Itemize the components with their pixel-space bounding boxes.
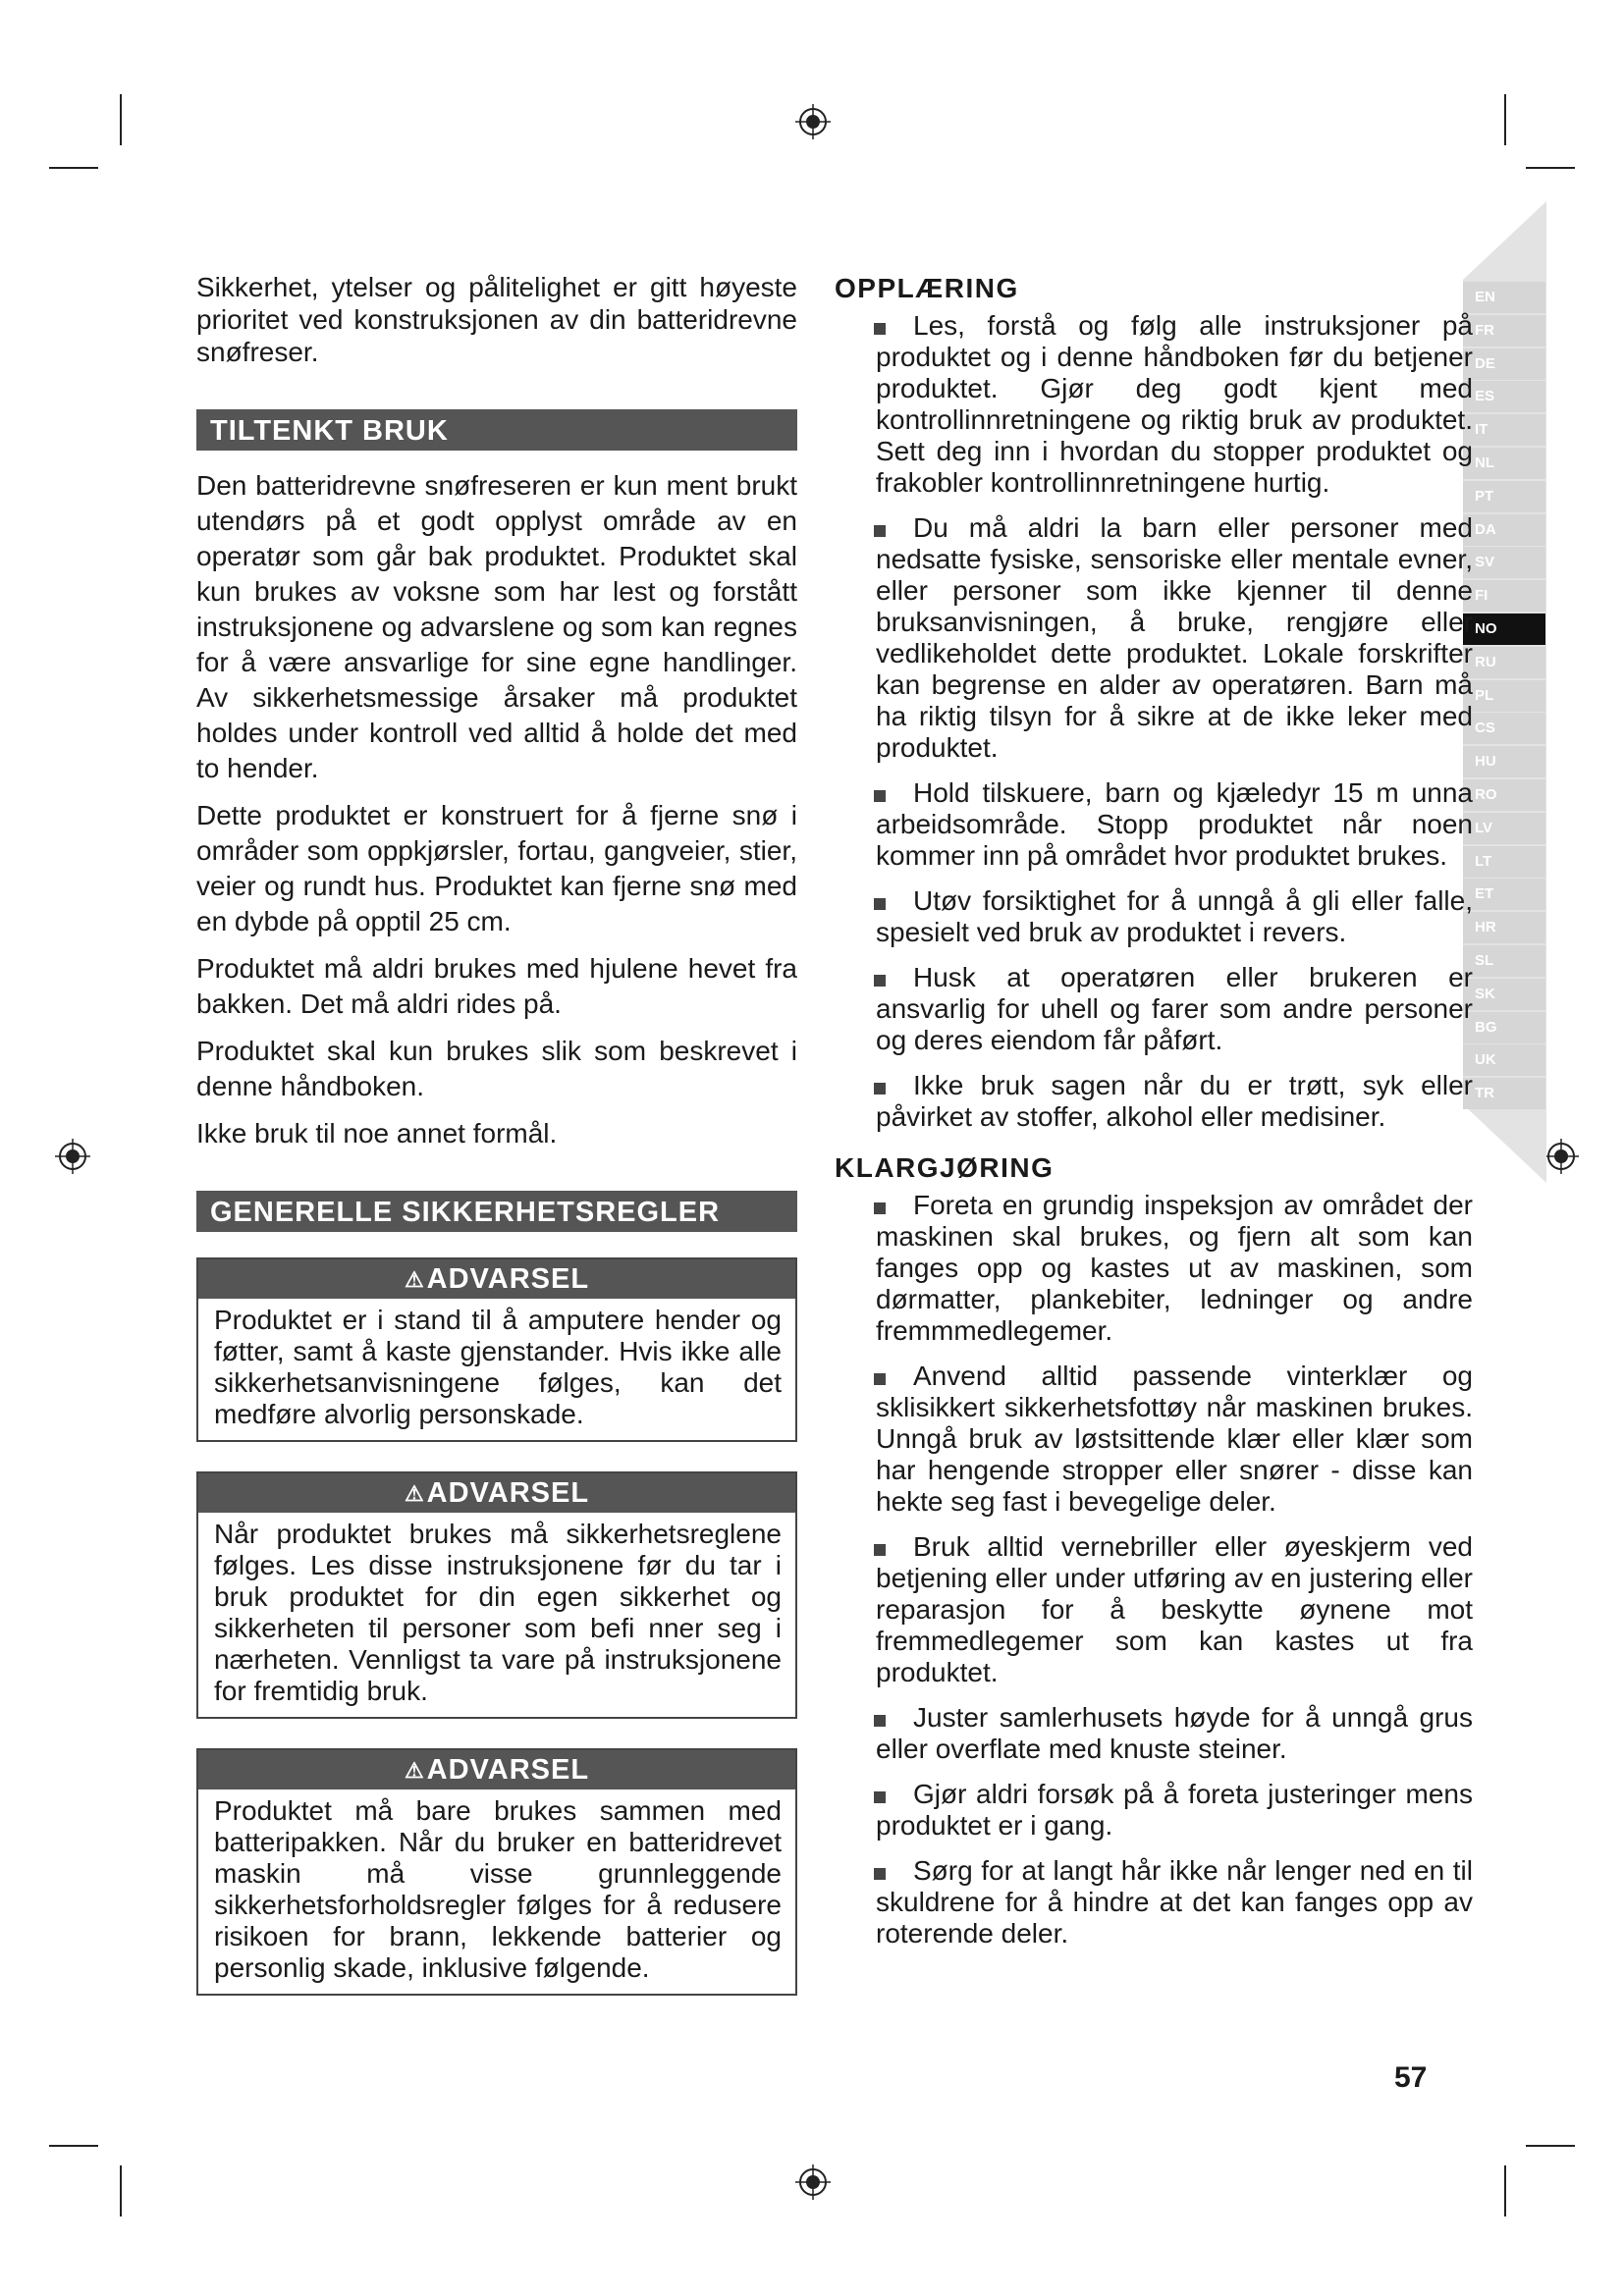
language-tab-en[interactable]: EN	[1463, 282, 1545, 313]
language-tab-uk[interactable]: UK	[1463, 1044, 1545, 1076]
bullet-icon	[874, 1202, 886, 1214]
warning-text: Produktet må bare brukes sammen med batteripakken. Når du bruker en batteridrevet maskin må visse grunnleggende sikkerhetsforholdsregler følges for å redusere risikoen for brann, lekkende batterier og personlig skade, inklusive følgende.	[214, 1795, 782, 1983]
warning-box	[196, 1257, 797, 1442]
intended-use-paragraph: Produktet skal kun brukes slik som beskrevet i denne håndboken.	[196, 1036, 797, 1101]
language-tab-no[interactable]: NO	[1463, 614, 1545, 645]
list-item-text: Gjør aldri forsøk på å foreta justeringer mens produktet er i gang.	[876, 1779, 1473, 1841]
language-tab-fi[interactable]: FI	[1463, 580, 1545, 612]
crop-mark-bl-h	[49, 2145, 98, 2147]
right-column	[835, 271, 1473, 1963]
language-tab-nl[interactable]: NL	[1463, 448, 1545, 479]
registration-mark-icon	[793, 102, 833, 141]
list-item	[835, 512, 1473, 764]
warning-box	[196, 1748, 797, 1996]
list-item	[835, 1855, 1473, 1949]
warning-text: Når produktet brukes må sikkerhetsreglene følges. Les disse instruksjonene før du tar i bruk produktet for din egen sikkerhet og sikkerheten til personer som befi nner seg i nærheten. Vennligst ta vare på instruksjonene for fremtidig bruk.	[214, 1519, 782, 1706]
crop-mark-tr-h	[1526, 167, 1575, 169]
list-item-text: Hold tilskuere, barn og kjæledyr 15 m unna arbeidsområde. Stopp produktet når noen kommer inn på området hvor produktet brukes.	[876, 777, 1473, 871]
crop-mark-tl-h	[49, 167, 98, 169]
registration-mark-icon	[793, 2163, 833, 2202]
list-item-text: Foreta en grundig inspeksjon av området der maskinen skal brukes, og fjern alt som kan fanges opp og kastes ut av maskinen, som dørmatter, plankebiter, ledninger og andre fremmmedlegemer.	[876, 1190, 1473, 1346]
list-item-text: Utøv forsiktighet for å unngå å gli eller falle, spesielt ved bruk av produktet i revers.	[876, 885, 1473, 947]
crop-mark-br-v	[1504, 2165, 1506, 2216]
registration-mark-icon	[53, 1137, 92, 1176]
warning-text: Produktet er i stand til å amputere hender og føtter, samt å kaste gjenstander. Hvis ikke alle sikkerhetsanvisningene følges, kan det medføre alvorlig personskade.	[214, 1305, 782, 1429]
language-tab-it[interactable]: IT	[1463, 414, 1545, 446]
list-item	[835, 310, 1473, 499]
language-tab-hu[interactable]: HU	[1463, 746, 1545, 777]
language-tab-lt[interactable]: LT	[1463, 846, 1545, 878]
list-item-text: Bruk alltid vernebriller eller øyeskjerm ved betjening eller under utføring av en justering eller reparasjon for å beskytte øynene mot fremmedlegemer som kan kastes ut fra produktet.	[876, 1531, 1473, 1687]
list-item-text: Sørg for at langt hår ikke når lenger ned en til skuldrene for å hindre at det kan fanges opp av roterende deler.	[876, 1855, 1473, 1949]
intended-use-paragraph: Den batteridrevne snøfreseren er kun ment brukt utendørs på et godt opplyst område av en operatør som går bak produktet. Produktet skal kun brukes av voksne som har lest og forstått instruksjonene og advarslene og som kan regnes for å være ansvarlige for sine egne handlinger. Av sikkerhetsmessige årsaker må produktet holdes under kontroll ved alltid å holde det med to hender.	[196, 470, 797, 783]
section-heading-preparation: KLARGJØRING	[835, 1152, 1055, 1183]
language-tab-sk[interactable]: SK	[1463, 979, 1545, 1010]
intro-paragraph: Sikkerhet, ytelser og pålitelighet er gitt høyeste prioritet ved konstruksjonen av din batteridrevne snøfreser.	[196, 272, 797, 367]
bullet-icon	[874, 525, 886, 537]
section-header-intended-use: TILTENKT BRUK	[196, 409, 797, 451]
language-tab-hr[interactable]: HR	[1463, 912, 1545, 943]
intended-use-paragraph: Produktet må aldri brukes med hjulene hevet fra bakken. Det må aldri rides på.	[196, 953, 797, 1019]
registration-mark-icon	[1542, 1137, 1581, 1176]
bullet-icon	[874, 1868, 886, 1880]
list-item-text: Les, forstå og følg alle instruksjoner på produktet og i denne håndboken før du betjener produktet. Gjør deg godt kjent med kontrollinnretningene og riktig bruk av produktet. Sett deg inn i hvordan du stopper produktet og frakobler kontrollinnretningene hurtig.	[876, 310, 1473, 498]
list-item	[835, 1779, 1473, 1842]
language-tab-tr[interactable]: TR	[1463, 1078, 1545, 1109]
language-tab-bg[interactable]: BG	[1463, 1012, 1545, 1043]
list-item-text: Ikke bruk sagen når du er trøtt, syk eller påvirket av stoffer, alkohol eller medisiner.	[876, 1070, 1473, 1132]
warning-triangle-icon: ⚠	[404, 1481, 425, 1506]
language-tab-pt[interactable]: PT	[1463, 481, 1545, 512]
list-item	[835, 777, 1473, 872]
language-tab-es[interactable]: ES	[1463, 381, 1545, 412]
crop-mark-tl-v	[120, 94, 122, 145]
bullet-icon	[874, 975, 886, 987]
bullet-icon	[874, 1791, 886, 1803]
warning-title	[198, 1259, 795, 1299]
section-header-general-safety: GENERELLE SIKKERHETSREGLER	[196, 1191, 797, 1232]
left-column	[196, 271, 797, 1996]
list-item	[835, 962, 1473, 1056]
language-tab-ru[interactable]: RU	[1463, 647, 1545, 678]
language-tab-de[interactable]: DE	[1463, 348, 1545, 380]
bullet-icon	[874, 790, 886, 802]
bullet-icon	[874, 323, 886, 335]
list-item	[835, 1190, 1473, 1347]
bullet-icon	[874, 1544, 886, 1556]
language-tab-et[interactable]: ET	[1463, 879, 1545, 910]
page-number: 57	[1394, 2061, 1428, 2094]
bullet-icon	[874, 1083, 886, 1095]
list-item-text: Juster samlerhusets høyde for å unngå grus eller overflate med knuste steiner.	[876, 1702, 1473, 1764]
warning-label: ADVARSEL	[426, 1477, 590, 1509]
crop-mark-bl-v	[120, 2165, 122, 2216]
list-item-text: Husk at operatøren eller brukeren er ansvarlig for uhell og farer som andre personer og deres eiendom får påført.	[876, 962, 1473, 1055]
list-item	[835, 1531, 1473, 1688]
warning-label: ADVARSEL	[426, 1754, 590, 1786]
warning-label: ADVARSEL	[426, 1263, 590, 1295]
bullet-icon	[874, 898, 886, 910]
crop-mark-tr-v	[1504, 94, 1506, 145]
list-item	[835, 885, 1473, 948]
warning-triangle-icon: ⚠	[404, 1758, 425, 1783]
warning-title	[198, 1473, 795, 1513]
list-item	[835, 1702, 1473, 1765]
language-tab-cs[interactable]: CS	[1463, 713, 1545, 744]
section-heading-training: OPPLÆRING	[835, 273, 1019, 303]
language-tab-lv[interactable]: LV	[1463, 813, 1545, 844]
language-tab-fr[interactable]: FR	[1463, 315, 1545, 347]
warning-title	[198, 1750, 795, 1789]
warning-box	[196, 1471, 797, 1719]
warning-triangle-icon: ⚠	[404, 1267, 425, 1292]
language-tab-sv[interactable]: SV	[1463, 547, 1545, 578]
intended-use-paragraph: Dette produktet er konstruert for å fjerne snø i områder som oppkjørsler, fortau, gangveier, stier, veier og rundt hus. Produktet kan fjerne snø med en dybde på opptil 25 cm.	[196, 800, 797, 936]
intended-use-paragraph: Ikke bruk til noe annet formål.	[196, 1118, 558, 1148]
bullet-icon	[874, 1715, 886, 1727]
language-tab-ro[interactable]: RO	[1463, 779, 1545, 811]
list-item-text: Du må aldri la barn eller personer med nedsatte fysiske, sensoriske eller mentale evner, eller personer som ikke kjenner til denne bruksanvisningen, å bruke, rengjøre eller vedlikeholdet dette produktet. Lokale forskrifter kan begrense en alder av operatøren. Barn må ha riktig tilsyn for å sikre at de ikke leker med produktet.	[876, 512, 1473, 763]
list-item-text: Anvend alltid passende vinterklær og sklisikkert sikkerhetsfottøy når maskinen brukes. Unngå bruk av løstsittende klær eller klær som har hengende stropper eller snører - disse kan hekte seg fast i bevegelige deler.	[876, 1361, 1473, 1517]
list-item	[835, 1361, 1473, 1518]
crop-mark-br-h	[1526, 2145, 1575, 2147]
list-item	[835, 1070, 1473, 1133]
language-tab-da[interactable]: DA	[1463, 514, 1545, 546]
language-tab-sl[interactable]: SL	[1463, 945, 1545, 977]
language-tab-pl[interactable]: PL	[1463, 680, 1545, 712]
bullet-icon	[874, 1373, 886, 1385]
